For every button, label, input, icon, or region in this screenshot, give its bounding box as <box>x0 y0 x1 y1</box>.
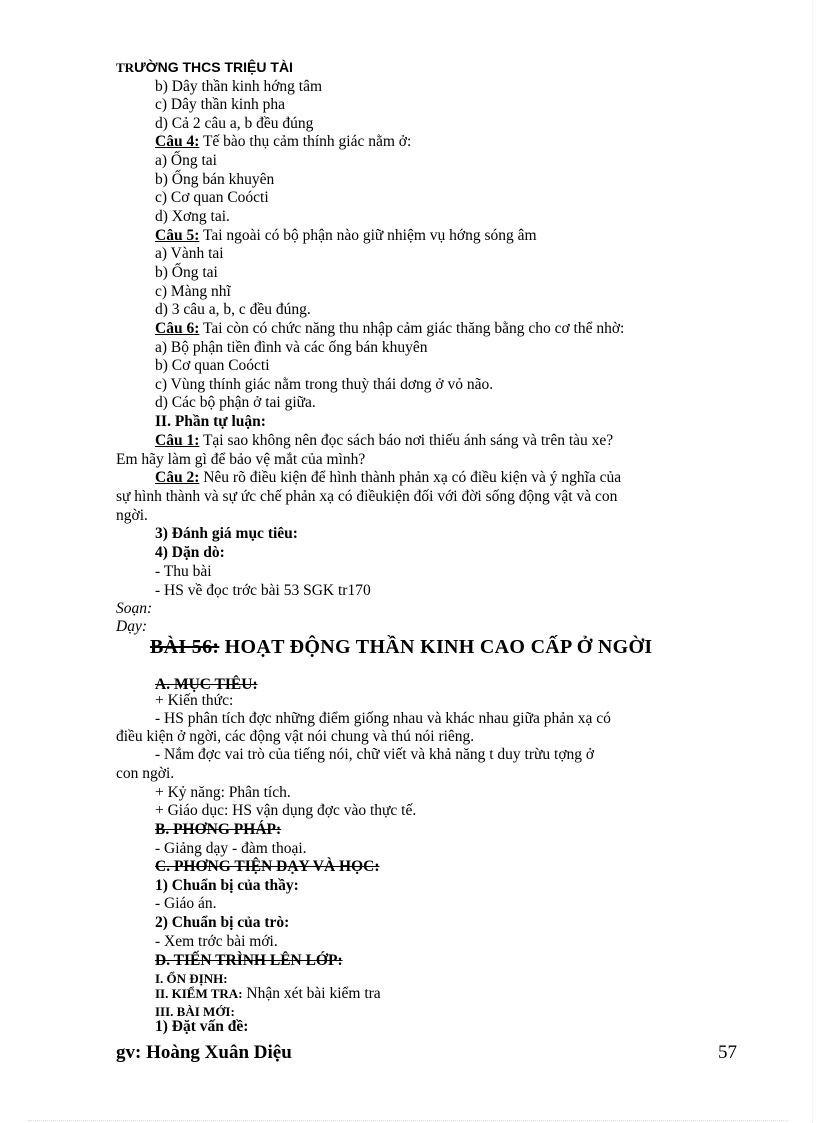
essay-q2-text: Nêu rõ điều kiện để hình thành phản xạ có điều kiện và ý nghĩa của <box>199 469 622 486</box>
q6-question <box>155 320 624 338</box>
essay-heading: II. Phần tự luận: <box>155 413 266 430</box>
method-line: - Giảng dạy - đàm thoại. <box>155 840 307 857</box>
q6-option-b: b) Cơ quan Coócti <box>155 357 270 374</box>
knowledge-label: + Kiến thức: <box>155 692 234 709</box>
q6-option-c: c) Vùng thính giác nằm trong thuỳ thái dơng ở vỏ não. <box>155 376 494 393</box>
section-c-heading: C. PHƠNG TIỆN DẠY VÀ HỌC: <box>155 858 380 875</box>
essay-q2-line2: sự hình thành và sự ức chế phản xạ có điềukiện đối với đời sống động vật và con <box>116 488 618 505</box>
q5-question <box>155 227 537 245</box>
essay-q1-line2: Em hãy làm gì để bảo vệ mắt của mình? <box>116 451 366 468</box>
section-b-heading: B. PHƠNG PHÁP: <box>155 821 282 838</box>
knowledge-item-2-line1: - Nắm đợc vai trò của tiếng nói, chữ viết và khả năng t duy trừu tợng ở <box>155 746 595 763</box>
essay-q1-text: Tại sao không nên đọc sách báo nơi thiếu ánh sáng và trên tàu xe? <box>199 432 614 449</box>
teaching-date-label: Dạy: <box>116 618 147 635</box>
step-2-text: Nhận xét bài kiểm tra <box>242 985 381 1002</box>
knowledge-item-1-line2: điều kiện ở ngời, các động vật nói chung và thú nói riêng. <box>116 728 475 745</box>
q4-option-b: b) Ống bán khuyên <box>155 171 275 188</box>
footer-teacher-name: gv: Hoàng Xuân Diệu <box>116 1042 292 1063</box>
q4-question <box>155 133 411 151</box>
step-3-heading: III. BÀI MỚI: <box>155 1004 235 1019</box>
lesson-title <box>150 636 652 659</box>
step-1-heading: I. ỔN ĐỊNH: <box>155 971 228 986</box>
evaluation-heading: 3) Đánh giá mục tiêu: <box>155 525 298 542</box>
homework-item-1: - Thu bài <box>155 563 212 580</box>
q5-label: Câu 5: <box>155 227 200 244</box>
student-prep-heading: 2) Chuẩn bị của trò: <box>155 914 290 931</box>
essay-q1-line1 <box>155 432 613 450</box>
essay-q1-label: Câu 1: <box>155 432 200 449</box>
section-a-heading: A. MỤC TIÊU: <box>155 676 258 693</box>
q5-option-a: a) Vành tai <box>155 245 224 262</box>
school-header <box>116 58 293 77</box>
right-border <box>812 0 813 1123</box>
essay-q2-line3: ngời. <box>116 507 148 524</box>
q3-option-c: c) Dây thần kinh pha <box>155 96 285 113</box>
q6-option-d: d) Các bộ phận ở tai giữa. <box>155 394 316 411</box>
q4-option-c: c) Cơ quan Coócti <box>155 189 269 206</box>
student-prep-item: - Xem trớc bài mới. <box>155 933 278 950</box>
knowledge-item-1-line1: - HS phân tích đợc những điểm giống nhau và khác nhau giữa phản xạ có <box>155 710 611 727</box>
q6-label: Câu 6: <box>155 320 200 337</box>
essay-q2-line1 <box>155 469 621 487</box>
q5-text: Tai ngoài có bộ phận nào giữ nhiệm vụ hớng sóng âm <box>199 227 537 244</box>
lesson-title-text: HOẠT ĐỘNG THẦN KINH CAO CẤP Ở NGỜI <box>219 636 653 658</box>
q5-option-c: c) Màng nhĩ <box>155 283 231 300</box>
bottom-border <box>28 1120 788 1121</box>
homework-item-2: - HS về đọc trớc bài 53 SGK tr170 <box>155 582 371 599</box>
knowledge-item-2-line2: con ngời. <box>116 765 175 782</box>
q3-option-d: d) Cả 2 câu a, b đều đúng <box>155 115 314 132</box>
step-2-label: II. KIỂM TRA: <box>155 986 243 1001</box>
lesson-title-label: BÀI 56: <box>150 636 220 658</box>
step-2-line <box>155 985 381 1003</box>
teacher-prep-heading: 1) Chuẩn bị của thầy: <box>155 877 299 894</box>
section-d-heading: D. TIẾN TRÌNH LÊN LỚP: <box>155 952 343 969</box>
q6-text: Tai còn có chức năng thu nhập cảm giác thăng bằng cho cơ thể nhờ: <box>199 320 625 337</box>
q4-option-a: a) Ống tai <box>155 152 217 169</box>
q6-option-a: a) Bộ phận tiền đình và các ống bán khuyên <box>155 339 428 356</box>
q5-option-d: d) 3 câu a, b, c đều đúng. <box>155 301 311 318</box>
q4-label: Câu 4: <box>155 133 200 150</box>
teacher-prep-item: - Giáo án. <box>155 895 217 912</box>
q4-text: Tế bào thụ cảm thính giác nằm ở: <box>199 133 412 150</box>
prepared-date-label: Soạn: <box>116 600 153 617</box>
q4-option-d: d) Xơng tai. <box>155 208 230 225</box>
homework-heading: 4) Dặn dò: <box>155 544 225 561</box>
q3-option-b: b) Dây thần kinh hớng tâm <box>155 78 323 95</box>
school-header-prefix: TR <box>116 60 135 75</box>
q5-option-b: b) Ống tai <box>155 264 218 281</box>
education-line: + Giáo dục: HS vận dụng đợc vào thực tế. <box>155 802 417 819</box>
skill-line: + Kỷ năng: Phân tích. <box>155 784 291 801</box>
essay-q2-label: Câu 2: <box>155 469 200 486</box>
school-header-rest: ƯỜNG THCS TRIỆU TÀI <box>134 59 293 75</box>
step-3-subheading: 1) Đặt vấn đề: <box>155 1018 249 1035</box>
page-number: 57 <box>718 1042 737 1063</box>
